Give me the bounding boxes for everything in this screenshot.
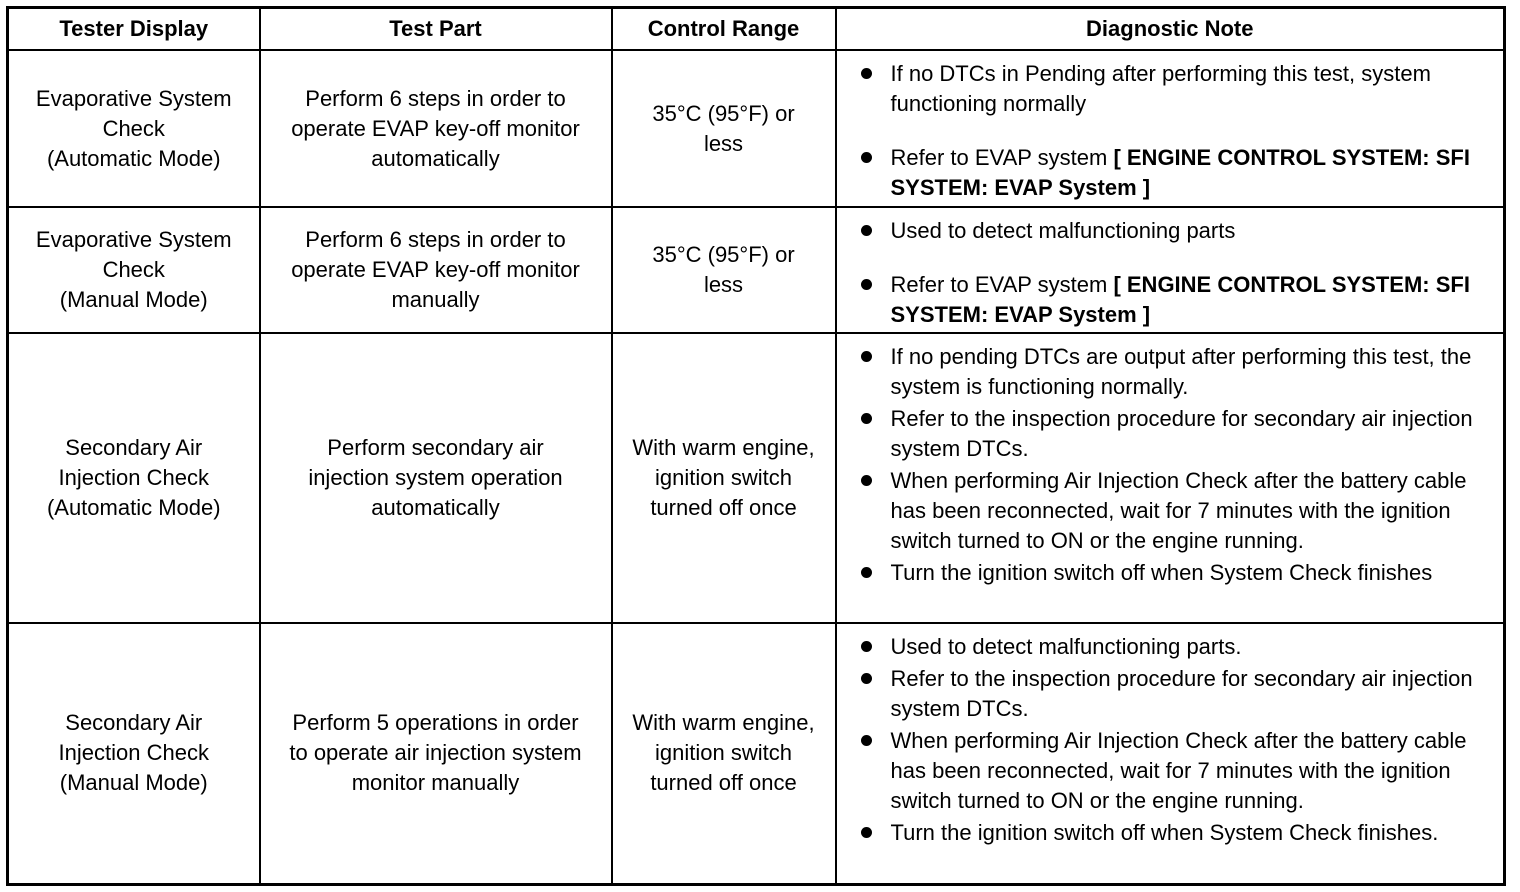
note-item: If no pending DTCs are output after performing this test, the system is functioning normally. (861, 342, 1498, 402)
reference-link-text: [ ENGINE CONTROL SYSTEM: SFI SYSTEM: EVAP System ] (890, 272, 1470, 327)
header-tester-display: Tester Display (8, 8, 260, 51)
table-row (8, 333, 1505, 623)
test-part-cell: Perform 6 steps in order to operate EVAP key-off monitor manually (260, 207, 612, 333)
test-part-cell: Perform 6 steps in order to operate EVAP key-off monitor automatically (260, 50, 612, 207)
note-item: Refer to EVAP system [ ENGINE CONTROL SYSTEM: SFI SYSTEM: EVAP System ] (861, 143, 1498, 203)
diagnostic-note-cell (836, 207, 1505, 333)
note-item: Refer to the inspection procedure for secondary air injection system DTCs. (861, 404, 1498, 464)
note-item: Turn the ignition switch off when System Check finishes (861, 558, 1498, 588)
note-item: If no DTCs in Pending after performing this test, system functioning normally (861, 59, 1498, 119)
diagnostic-note-cell (836, 50, 1505, 207)
note-item: Refer to the inspection procedure for secondary air injection system DTCs. (861, 664, 1498, 724)
header-diagnostic-note: Diagnostic Note (836, 8, 1505, 51)
note-item: Refer to EVAP system [ ENGINE CONTROL SYSTEM: SFI SYSTEM: EVAP System ] (861, 270, 1498, 330)
table-row (8, 623, 1505, 884)
test-part-cell: Perform secondary air injection system operation automatically (260, 333, 612, 623)
diagnostic-table (6, 6, 1506, 886)
diagnostic-note-cell (836, 623, 1505, 884)
note-item: Used to detect malfunctioning parts. (861, 632, 1498, 662)
control-range-cell: With warm engine, ignition switch turned off once (612, 333, 836, 623)
header-row (8, 8, 1505, 51)
tester-display-cell: Evaporative System Check (Manual Mode) (8, 207, 260, 333)
tester-display-cell: Secondary Air Injection Check (Manual Mode) (8, 623, 260, 884)
header-test-part: Test Part (260, 8, 612, 51)
header-control-range: Control Range (612, 8, 836, 51)
control-range-cell: 35°C (95°F) or less (612, 50, 836, 207)
note-item: When performing Air Injection Check after the battery cable has been reconnected, wait for 7 minutes with the ignition switch turned to ON or the engine running. (861, 726, 1498, 816)
table-row (8, 50, 1505, 207)
tester-display-cell: Secondary Air Injection Check (Automatic Mode) (8, 333, 260, 623)
note-item: Used to detect malfunctioning parts (861, 216, 1498, 246)
test-part-cell: Perform 5 operations in order to operate air injection system monitor manually (260, 623, 612, 884)
note-item: When performing Air Injection Check after the battery cable has been reconnected, wait for 7 minutes with the ignition switch turned to ON or the engine running. (861, 466, 1498, 556)
note-item: Turn the ignition switch off when System Check finishes. (861, 818, 1498, 848)
control-range-cell: With warm engine, ignition switch turned off once (612, 623, 836, 884)
table-row (8, 207, 1505, 333)
reference-link-text: [ ENGINE CONTROL SYSTEM: SFI SYSTEM: EVAP System ] (890, 145, 1470, 200)
diagnostic-note-cell (836, 333, 1505, 623)
control-range-cell: 35°C (95°F) or less (612, 207, 836, 333)
tester-display-cell: Evaporative System Check (Automatic Mode) (8, 50, 260, 207)
